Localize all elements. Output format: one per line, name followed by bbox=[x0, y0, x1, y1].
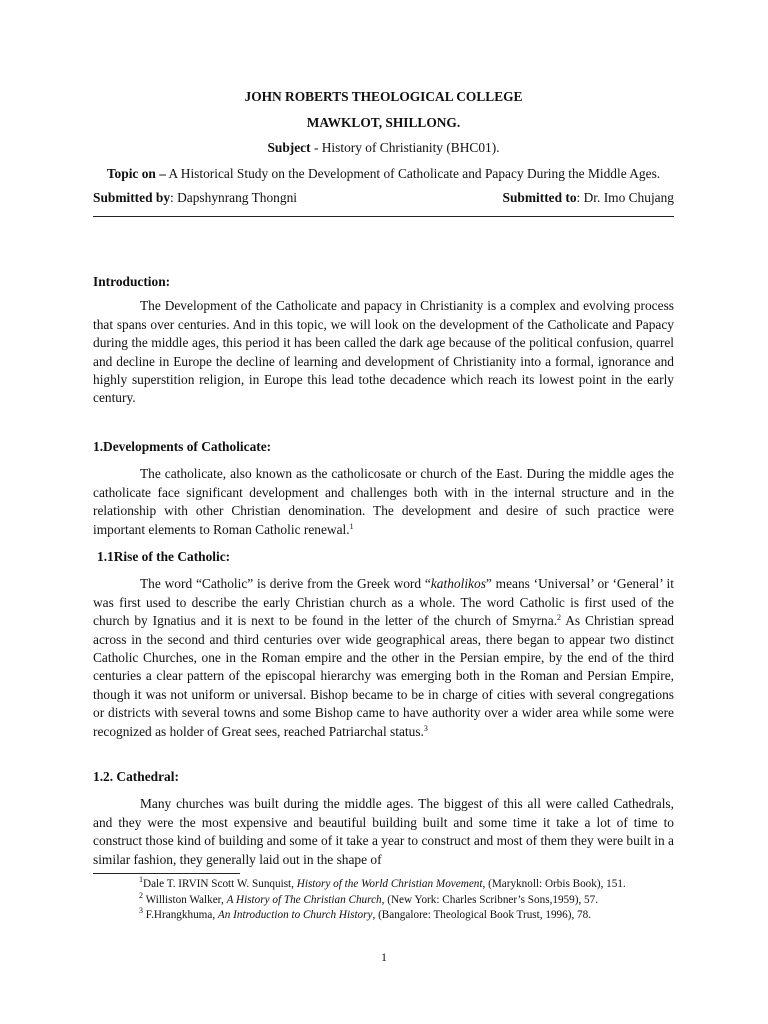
footnote-ref-3: 3 bbox=[423, 723, 428, 733]
footnote-title: A History of The Christian Church bbox=[226, 893, 382, 906]
section-1-text: The catholicate, also known as the catholicosate or church of the East. During the middle ages the catholicate face significant development and challenges both with in the internal structure and in the relationship with other Christian denomination. The development and desire of such practice were important elements to Roman Catholic renewal. bbox=[93, 466, 674, 537]
footnote-ref-1: 1 bbox=[349, 521, 354, 531]
footnote bbox=[93, 908, 674, 924]
section-1-1 bbox=[93, 548, 674, 741]
college-location: MAWKLOT, SHILLONG. bbox=[306, 115, 461, 131]
introduction-paragraph: The Development of the Catholicate and papacy in Christianity is a complex and evolving process that spans over centuries. And in this topic, we will look on the development of the Catholicate and Papacy during the middle ages, this period it has been called the dark age because of the political confusion, quarrel and decline in Europe the decline of learning and development of Christianity into a formal, ignorance and highly superstition religion, in Europe this lead tothe decadence which reach its lowest point in the early century. bbox=[93, 298, 674, 406]
header-divider bbox=[93, 216, 674, 217]
submitted-by bbox=[93, 189, 297, 207]
section-1-1-text-c: As Christian spread across in the second and third centuries over wide geographical areas, there began to appear two distinct Catholic Churches, one in the Roman empire and the other in the Persian empire, by the end of the third centuries a clear pattern of the episcopal hierarchy was emerging both in the Roman and Persian Empire, though it was not uniform or universal. Bishop became to be in charge of cities with several congregations or districts with several towns and some Bishop came to have authority over a wider area while some were recognized as holder of Great sees, reached Patriarchal status. bbox=[93, 613, 674, 739]
section-1-paragraph bbox=[93, 465, 674, 539]
submission-row bbox=[93, 189, 674, 207]
katholikos-word: katholikos bbox=[430, 576, 486, 592]
submitted-by-name: : Dapshynrang Thongni bbox=[170, 190, 297, 206]
subject-label: Subject bbox=[267, 139, 311, 155]
subject-line bbox=[93, 139, 674, 157]
footnote bbox=[93, 877, 674, 893]
section-1-1-text-a: The word “Catholic” is derive from the Greek word “ bbox=[140, 576, 431, 592]
section-1-2 bbox=[93, 768, 674, 869]
submitted-by-label: Submitted by bbox=[93, 190, 171, 206]
section-1-heading: 1.Developments of Catholicate: bbox=[93, 439, 272, 454]
section-1-1-paragraph bbox=[93, 575, 674, 741]
section-1-1-heading: 1.1Rise of the Catholic: bbox=[97, 549, 231, 564]
topic-text: A Historical Study on the Development of Catholicate and Papacy During the Middle Ages. bbox=[165, 166, 661, 182]
section-1-2-paragraph: Many churches was built during the middle ages. The biggest of this all were called Cathedrals, and they were the most expensive and beautiful building built and some time it take a lot of time to construct those kind of building and some of it take a year to construct and most of them they were built in a similar fashion, they generally laid out in the shape of bbox=[93, 796, 674, 867]
footnote-author: Dale T. IRVIN Scott W. Sunquist, bbox=[143, 878, 297, 890]
title-block bbox=[93, 88, 674, 217]
footnote-publication: , (Bangalore: Theological Book Trust, 1996), 78. bbox=[372, 909, 592, 921]
footnote-title: History of the World Christian Movement bbox=[296, 878, 483, 890]
footnote-publication: , (Maryknoll: Orbis Book), 151. bbox=[482, 878, 626, 890]
footnote-title: An Introduction to Church History bbox=[217, 909, 373, 921]
footnote-author: F.Hrangkhuma, bbox=[143, 909, 218, 921]
section-1 bbox=[93, 438, 674, 539]
footnote-number: 1 bbox=[139, 875, 143, 884]
submitted-to bbox=[503, 189, 674, 207]
page-number: 1 bbox=[381, 950, 387, 964]
footnote-publication: , (New York: Charles Scribner’s Sons,1959), 57. bbox=[381, 893, 599, 906]
subject-text: - History of Christianity (BHC01). bbox=[310, 139, 500, 155]
footnote bbox=[93, 890, 674, 909]
topic-line bbox=[93, 165, 674, 183]
topic-label: Topic on – bbox=[106, 166, 166, 182]
footnote-author: Williston Walker, bbox=[143, 893, 227, 906]
footnote-separator bbox=[93, 873, 240, 874]
introduction-heading: Introduction: bbox=[93, 274, 171, 289]
section-1-1-text-b: ” means ‘Universal’ or ‘General’ it was first used to describe the early Christian church as a whole. The word Catholic is first used of the church by Ignatius and it is next to be found in the letter of the church of Smyrna. bbox=[93, 576, 674, 629]
footnote-ref-2: 2 bbox=[557, 613, 562, 623]
footnote-number: 3 bbox=[139, 906, 143, 915]
section-1-2-heading: 1.2. Cathedral: bbox=[93, 769, 179, 784]
college-name: JOHN ROBERTS THEOLOGICAL COLLEGE bbox=[244, 89, 523, 104]
introduction-section bbox=[93, 273, 674, 408]
submitted-to-label: Submitted to bbox=[502, 190, 577, 206]
footnotes bbox=[93, 877, 674, 924]
submitted-to-name: : Dr. Imo Chujang bbox=[576, 190, 674, 206]
footnote-number: 2 bbox=[139, 890, 143, 900]
